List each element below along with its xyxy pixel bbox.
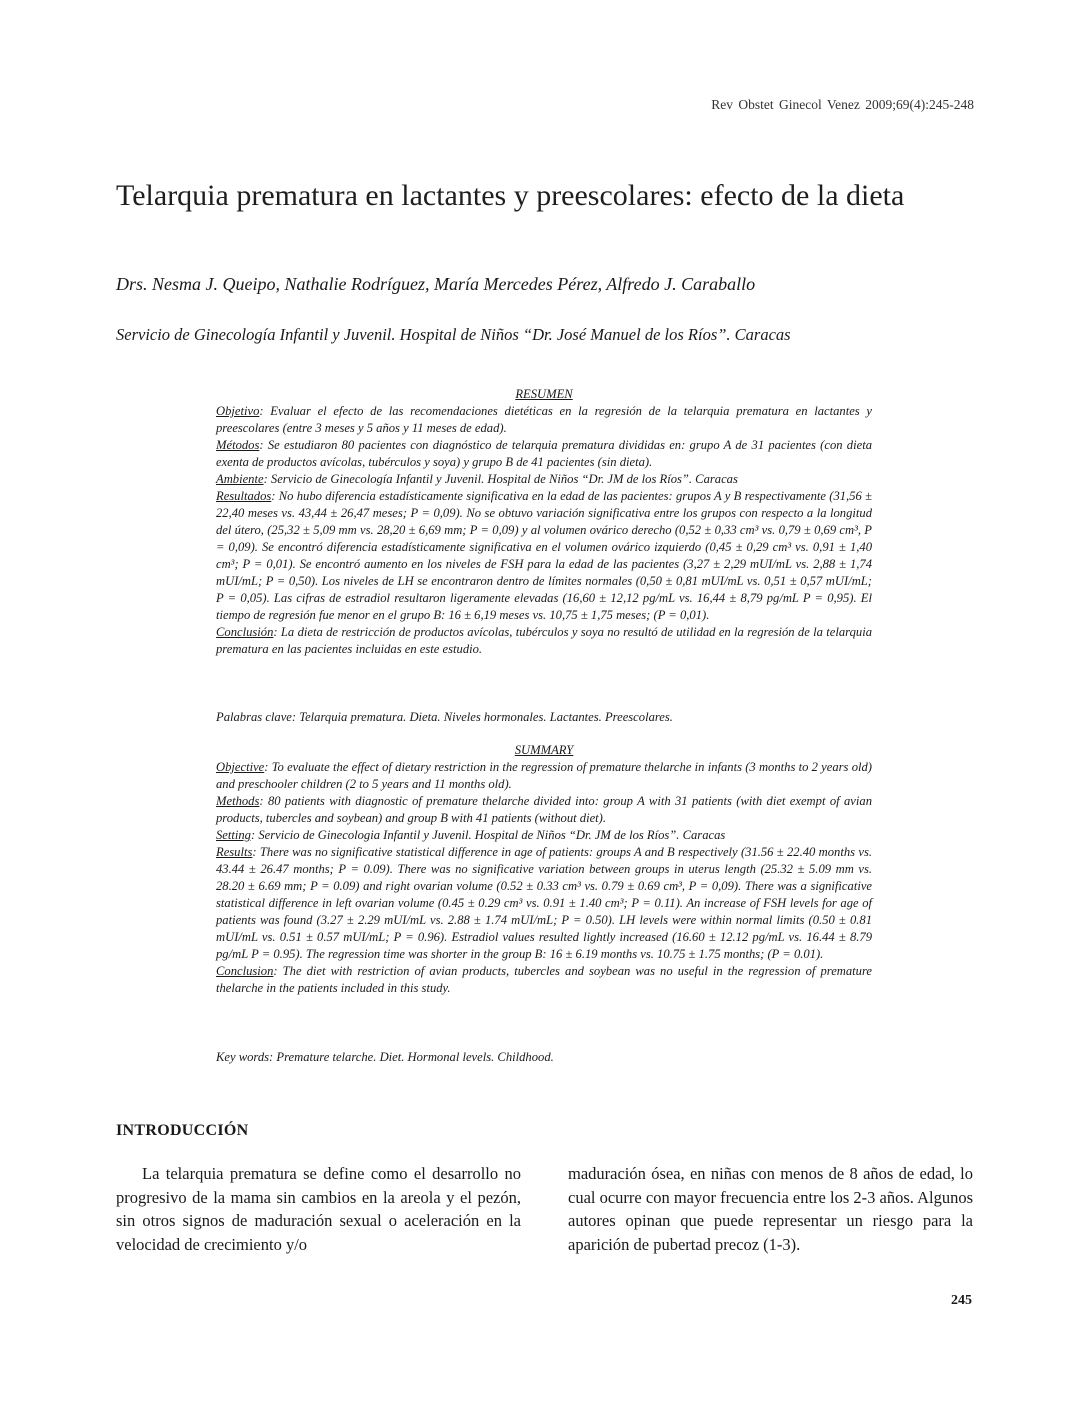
resumen-resultados-label: Resultados [216, 489, 272, 503]
summary-objective-text: : To evaluate the effect of dietary restriction in the regression of premature thelarche in infants (3 months to 2 years old) and preschooler children (2 to 5 years and 11 months old). [216, 760, 872, 791]
resumen-conclusion-label: Conclusión [216, 625, 274, 639]
palabras-clave: Palabras clave: Telarquia prematura. Dieta. Niveles hormonales. Lactantes. Preescolares. [216, 710, 673, 724]
summary-setting-text: : Servicio de Ginecologia Infantil y Juvenil. Hospital de Niños “Dr. JM de los Ríos”. Caracas [250, 828, 726, 842]
summary-setting-label: Setting [216, 828, 251, 842]
article-title: Telarquia prematura en lactantes y preescolares: efecto de la dieta [116, 179, 905, 212]
resumen-metodos-text: : Se estudiaron 80 pacientes con diagnóstico de telarquia prematura divididas en: grupo A de 31 pacientes (con dieta exenta de productos avícolas, tubérculos y soya) y grupo B de 41 pacientes (sin dieta). [216, 438, 872, 469]
resumen-metodos [216, 437, 872, 471]
introduction-right-column: maduración ósea, en niñas con menos de 8 años de edad, lo cual ocurre con mayor frecuencia entre los 2-3 años. Algunos autores opinan que puede representar un riesgo para la aparición de pubertad precoz (1-3). [568, 1164, 974, 1254]
article-authors: Drs. Nesma J. Queipo, Nathalie Rodríguez, María Mercedes Pérez, Alfredo J. Caraballo [116, 274, 756, 294]
summary-block [216, 742, 872, 997]
resumen-resultados [216, 488, 872, 624]
introduction-heading: INTRODUCCIÓN [116, 1122, 249, 1139]
summary-heading: SUMMARY [514, 743, 574, 757]
summary-methods [216, 793, 872, 827]
resumen-block [216, 386, 872, 658]
summary-methods-label: Methods [216, 794, 260, 808]
resumen-conclusion [216, 624, 872, 658]
resumen-heading: RESUMEN [515, 387, 573, 401]
resumen-objetivo [216, 403, 872, 437]
resumen-resultados-text: : No hubo diferencia estadísticamente significativa en la edad de las pacientes: grupos A y B respectivamente (31,56 ± 22,40 meses vs. 43,44 ± 26,47 meses; P = 0,09). No se obtuvo variación significativa entre los grupos con respecto a la longitud del útero, (25,32 ± 5,09 mm vs. 28,20 ± 6,69 mm; P = 0,09) y al volumen ovárico derecho (0,52 ± 0,33 cm³ vs. 0,79 ± 0,69 cm³, P = 0,09). Se encontró diferencia estadísticamente significativa en el volumen ovárico izquierdo (0,45 ± 0,29 cm³ vs. 0,91 ± 1,40 cm³; P = 0,01). Se encontró aumento en los niveles de FSH para la edad de las pacientes (3,27 ± 2,29 mUI/mL vs. 2,88 ± 1,74 mUI/mL; P = 0,50). Los niveles de LH se encontraron dentro de límites normales (0,50 ± 0,81 mUI/mL vs. 0,51 ± 0,57 mUI/mL; P = 0,05). Las cifras de estradiol resultaron ligeramente elevadas (16,60 ± 12,12 pg/mL vs. 16,44 ± 8,79 pg/mL P = 0,95). El tiempo de regresión fue menor en el grupo B: 16 ± 6,19 meses vs. 10,75 ± 1,75 meses; (P = 0,01). [216, 489, 872, 622]
summary-setting [216, 827, 872, 844]
resumen-ambiente-text: : Servicio de Ginecología Infantil y Juvenil. Hospital de Niños “Dr. JM de los Ríos”. Caracas [263, 472, 738, 486]
article-affiliation: Servicio de Ginecología Infantil y Juvenil. Hospital de Niños “Dr. José Manuel de los Ríos”. Caracas [116, 325, 791, 344]
resumen-ambiente [216, 471, 872, 488]
key-words: Key words: Premature telarche. Diet. Hormonal levels. Childhood. [216, 1050, 554, 1064]
summary-results-label: Results [216, 845, 253, 859]
resumen-conclusion-text: : La dieta de restricción de productos avícolas, tubérculos y soya no resultó de utilidad en la regresión de la telarquia prematura en las pacientes incluidas en este estudio. [216, 625, 872, 656]
resumen-objetivo-text: : Evaluar el efecto de las recomendaciones dietéticas en la regresión de la telarquia prematura en lactantes y preescolares (entre 3 meses y 5 años y 11 meses de edad). [216, 404, 872, 435]
journal-reference: Rev Obstet Ginecol Venez 2009;69(4):245-248 [711, 97, 974, 112]
resumen-objetivo-label: Objetivo [216, 404, 260, 418]
summary-conclusion-label: Conclusion [216, 964, 274, 978]
introduction-left-column: La telarquia prematura se define como el desarrollo no progresivo de la mama sin cambios en la areola y el pezón, sin otros signos de maduración sexual o aceleración en la velocidad de crecimiento y/o [116, 1164, 521, 1254]
summary-methods-text: : 80 patients with diagnostic of premature thelarche divided into: group A with 31 patients (with diet exempt of avian products, tubercles and soybean) and group B with 41 patients (without diet). [216, 794, 872, 825]
resumen-metodos-label: Métodos [216, 438, 260, 452]
summary-results-text: : There was no significative statistical difference in age of patients: groups A and B respectively (31.56 ± 22.40 months vs. 43.44 ± 26.47 months; P = 0.09). There was no significative variation between groups in uterus length (25.32 ± 5.09 mm vs. 28.20 ± 6.69 mm; P = 0.09) and right ovarian volume (0.52 ± 0.33 cm³ vs. 0.79 ± 0.69 cm³, P = 0,09). There was a significative statistical difference in left ovarian volume (0.45 ± 0.29 cm³ vs. 0.91 ± 1.40 cm³; P = 0.11). An increase of FSH levels for age of patients was found (3.27 ± 2.29 mUI/mL vs. 2.88 ± 1.74 mUI/mL; P = 0.50). LH levels were within normal limits (0.50 ± 0.81 mUI/mL vs. 0.51 ± 0.57 mUI/mL; P = 0.96). Estradiol values resulted lightly increased (16.60 ± 12.12 pg/mL vs. 16.44 ± 8.79 pg/mL P = 0.95). The regression time was shorter in the group B: 16 ± 6.19 months vs. 10.75 ± 1.75 months; (P = 0.01). [216, 845, 872, 961]
summary-objective [216, 759, 872, 793]
summary-conclusion [216, 963, 872, 997]
resumen-ambiente-label: Ambiente [216, 472, 264, 486]
summary-conclusion-text: : The diet with restriction of avian products, tubercles and soybean was no useful in the regression of premature thelarche in the patients included in this study. [216, 964, 872, 995]
summary-objective-label: Objective [216, 760, 265, 774]
summary-results [216, 844, 872, 963]
page-number: 245 [951, 1293, 972, 1308]
